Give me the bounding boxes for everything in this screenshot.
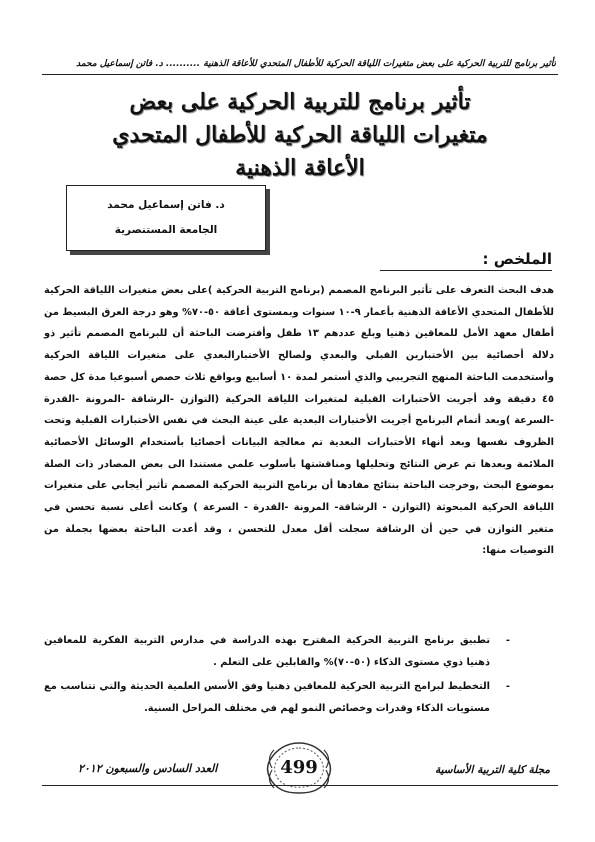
- author-affiliation: الجامعة المستنصرية: [114, 224, 218, 236]
- list-dash: -: [505, 635, 510, 646]
- abstract-heading: الملخص :: [380, 250, 552, 271]
- journal-name: مجلة كلية التربية الأساسية: [434, 764, 550, 776]
- recommendation-text: تطبيق برنامج التربية الحركية المقترح بهذه الدراسة في مدارس التربية الفكرية للمعاقين ذهنيا ذوي مستوى الذكاء (٥٠-٧٠)% والقابلين على التعلم .: [44, 635, 490, 668]
- recommendation-item: [44, 676, 524, 719]
- author-box: [66, 185, 266, 251]
- title-line-1: تأثير برنامج للتربية الحركية على بعض: [129, 89, 471, 115]
- title-line-2: متغيرات اللياقة الحركية للأطفال المتحدي: [112, 122, 488, 148]
- header-rule: [42, 74, 558, 75]
- author-name: د. فاتن إسماعيل محمد: [107, 199, 225, 211]
- recommendation-item: [44, 630, 524, 673]
- paper-title: [80, 86, 520, 185]
- page-number: 499: [280, 757, 318, 778]
- title-line-3: الأعاقة الذهنية: [235, 155, 365, 181]
- running-header: تأثير برنامج للتربية الحركية على بعض متغيرات اللياقة الحركية للأطفال المتحدي للأعاقة الذهنية .......... د. فاتن إسماعيل محمد: [76, 59, 556, 69]
- recommendation-text: التخطيط لبرامج التربية الحركية للمعاقين ذهنيا وفق الأسس العلمية الحديثة والتي تتناسب مع مستويات الذكاء وقدرات وخصائص النمو لهم في مختلف المراحل السنية.: [44, 681, 490, 715]
- abstract-body: هدف البحث التعرف على تأثير البرنامج المصمم (برنامج التربية الحركية )على بعض متغيرات اللياقة الحركية للأطفال المتحدي الأعاقة الذهنية بأعمار ٩-١٠ سنوات وبمستوى أعاقة ٥٠-٧٠% وهو درجة العرق البسيط من أطفال معهد الأمل للمعاقين ذهنيا وبلغ عددهم ١٣ طفل وأفترضت الباحثة أن للبرنامج المصمم تأثير ذو دلالة أحصائية بين الأختبارين القبلي والبعدي ولصالح الأختبارالبعدي على متغيرات اللياقة الحركية وأستخدمت الباحثة المنهج التجريبي والذي أستمر لمدة ١٠ أسابيع وبواقع ثلاث حصص أسبوعيا مدة كل حصة ٤٥ دقيقة وقد أجريت الأختبارات القبلية لمتغيرات اللياقة الحركية (التوازن -الرشاقة -المرونة -القدرة -السرعة )وبعد أتمام البرنامج أجريت الأختبارات البعدية على عينة البحث في نفس الأختبارات القبلية وتحت الظروف نفسها وبعد أنهاء الأختبارات البعدية تم معالجة البيانات أحصائيا بأستخدام الوسائل الأحصائية الملائمة وبعدها تم عرض النتائج وتحليلها ومناقشتها بأسلوب علمي مستندا الى بعض المصادر ذات الصلة بموضوع البحث ,وخرجت الباحثة بنتائج مفادها أن برنامج التربية الحركية المصمم تأثير أيجابي على متغيرات اللياقة الحركية المبحوثة (التوازن - الرشاقة- المرونة -القدرة - السرعة ) وكانت أعلى نسبة تحسن في متغير التوازن في حين أن الرشاقة سجلت أقل معدل للتحسن ، وقد أعدت الباحثة بعضها بجملة من التوصيات منها:: [44, 285, 554, 557]
- recommendations-list: [44, 630, 524, 723]
- footer-rule: [42, 785, 558, 786]
- list-dash: -: [505, 681, 510, 693]
- issue-info: العدد السادس والسبعون ٢٠١٢: [78, 762, 218, 775]
